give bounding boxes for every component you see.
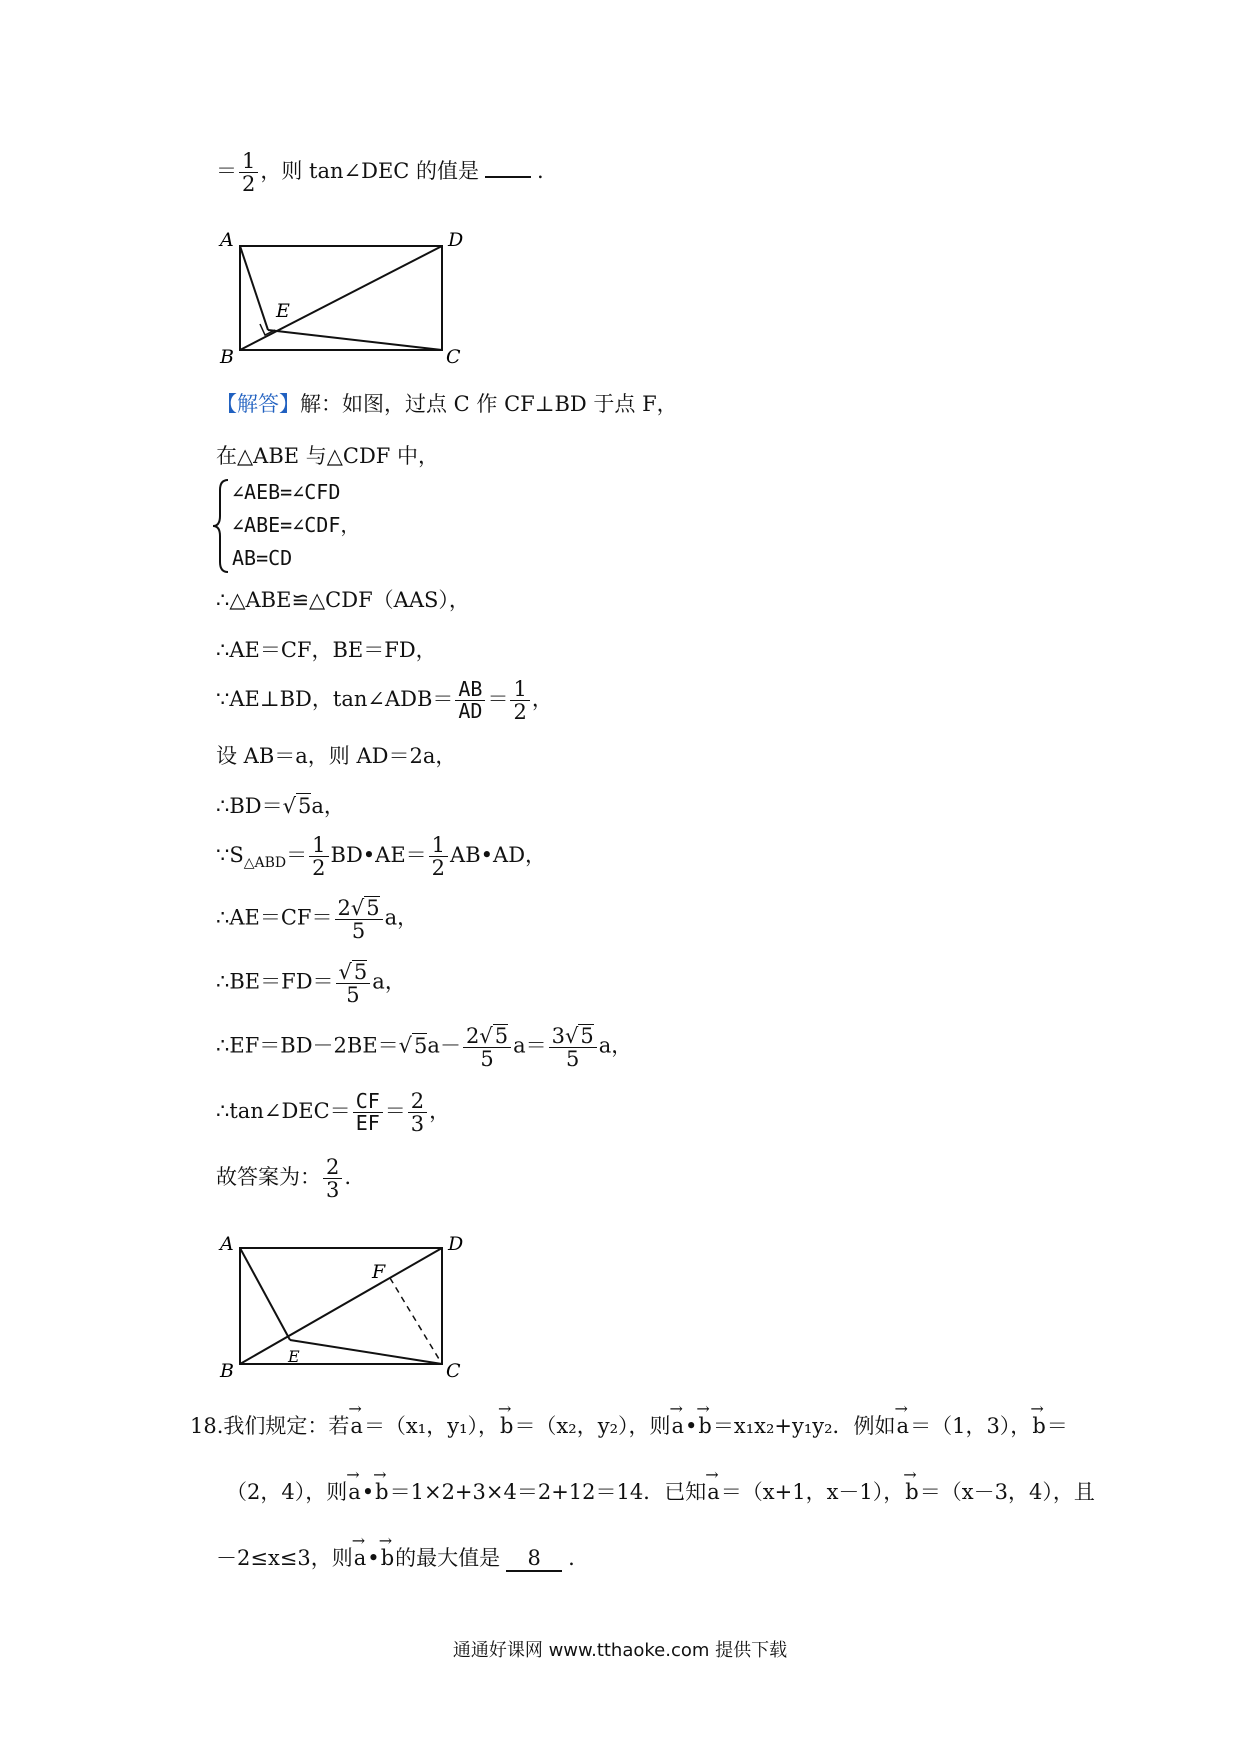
label-b: B xyxy=(220,1360,234,1382)
equation-system: ∠AEB=∠CFD ∠ABE=∠CDF， AB=CD xyxy=(210,476,410,576)
segment-cf-dashed xyxy=(390,1278,442,1364)
fraction: $\frac{2√5}{5}$ xyxy=(463,1024,511,1070)
solution-line-7: ∴BD＝√5a， xyxy=(216,794,345,818)
fraction: $\frac{1}{2}$ xyxy=(239,150,258,195)
problem18-line-2: （2，4），则→ a•→ b＝1×2+3×4＝2+12＝14．已知→ a＝（x+1，x－1），→ b＝（x－3，4），且 xyxy=(226,1476,1095,1506)
solution-line-4: ∴AE＝CF，BE＝FD， xyxy=(216,638,437,662)
figure-rectangle-2 xyxy=(210,1224,480,1384)
brace-icon xyxy=(210,476,232,576)
segment-ec xyxy=(268,330,442,350)
figure-rectangle-1 xyxy=(210,220,480,370)
fraction: $\frac{1}{2}$ xyxy=(429,834,448,879)
solution-line-3: ∴△ABE≌△CDF（AAS）， xyxy=(216,588,470,612)
segment-ec xyxy=(290,1340,442,1364)
footer-text: 通通好课网 www.tthaoke.com 提供下载 xyxy=(452,1640,788,1661)
label-c: C xyxy=(446,346,461,368)
segment-bd xyxy=(240,1248,442,1364)
fraction: $\frac{√5}{5}$ xyxy=(336,960,371,1006)
fraction: $\frac{1}{2}$ xyxy=(309,834,328,879)
segment-ae xyxy=(240,1248,290,1340)
answer-value: 8 xyxy=(506,1546,562,1572)
segment-ae xyxy=(240,246,268,330)
label-c: C xyxy=(446,1360,461,1382)
fraction: $\frac{3√5}{5}$ xyxy=(549,1024,597,1070)
segment-bd xyxy=(240,246,442,350)
solution-line-12: ∴tan∠DEC＝ $\frac{CF}{EF}$ ＝ $\frac{2}{3}$ ， xyxy=(216,1089,451,1137)
solution-line-8: $\because S_{\triangle ABD}=$ $\frac{1}{2}$ BD•AE＝ $\frac{1}{2}$ AB•AD， xyxy=(216,833,547,881)
fraction: $\frac{1}{2}$ xyxy=(510,678,529,723)
fraction: $\frac{2}{3}$ xyxy=(408,1090,427,1135)
solution-line-10: ∴BE＝FD＝ $\frac{√5}{5}$ a， xyxy=(216,960,406,1008)
label-a: A xyxy=(220,1233,234,1255)
solution-line-5: ∵AE⊥BD，tan∠ADB＝ $\frac{AB}{AD}$ ＝ $\frac{1}{2}$ ， xyxy=(216,677,553,725)
fraction: $\frac{2}{3}$ xyxy=(323,1156,342,1201)
solution-line-9: ∴AE＝CF＝ $\frac{2√5}{5}$ a， xyxy=(216,896,419,944)
fraction: $\frac{2√5}{5}$ xyxy=(335,896,383,942)
solution-line-2: 在△ABE 与△CDF 中， xyxy=(216,444,440,468)
fraction: $\frac{AB}{AD}$ xyxy=(455,679,485,722)
solution-line-6: 设 AB＝a，则 AD＝2a， xyxy=(216,744,457,768)
label-e: E xyxy=(276,300,290,322)
solution-intro: 【解答】解：如图，过点 C 作 CF⊥BD 于点 F， xyxy=(216,392,678,416)
solution-header: 【解答】 xyxy=(216,392,300,416)
label-a: A xyxy=(220,229,234,251)
answer-blank xyxy=(485,176,531,178)
solution-line-13: 故答案为： $\frac{2}{3}$ . xyxy=(216,1155,352,1203)
label-d: D xyxy=(448,1233,464,1255)
problem18-line-3: －2≤x≤3，则→ a•→ b的最大值是 8 . xyxy=(216,1542,575,1572)
fraction: $\frac{CF}{EF}$ xyxy=(353,1091,383,1134)
label-e: E xyxy=(288,1347,300,1366)
problem17-tail: ＝ $\frac{1}{2}$ ，则 tan∠DEC 的值是 . xyxy=(216,149,544,197)
label-f: F xyxy=(372,1261,386,1283)
solution-line-11: ∴EF＝BD－2BE＝√5a－ $\frac{2√5}{5}$ a＝ $\frac{3√5}{5}$ a， xyxy=(216,1024,633,1072)
label-d: D xyxy=(448,229,464,251)
problem18-line-1: 18.我们规定：若→ a＝（x₁，y₁），→ b＝（x₂，y₂），则→ a•→ b＝x₁x₂+y₁y₂．例如→ a＝（1，3），→ b＝ xyxy=(190,1410,1068,1440)
label-b: B xyxy=(220,346,234,368)
sqrt-icon: √ xyxy=(282,794,297,818)
